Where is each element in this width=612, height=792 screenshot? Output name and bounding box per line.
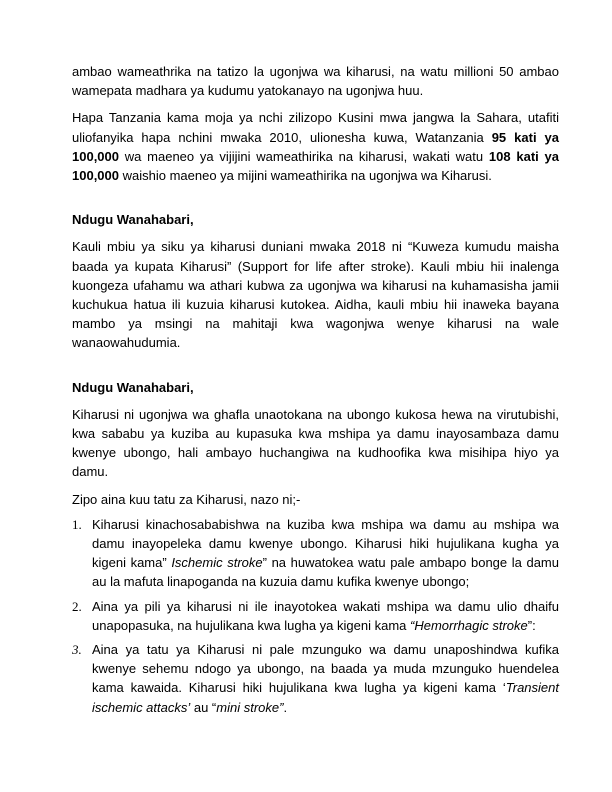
paragraph-intro-continuation: ambao wameathrika na tatizo la ugonjwa wa kiharusi, na watu millioni 50 ambao wamepata madhara ya kudumu yatokanayo na ugonjwa huu.	[72, 64, 559, 99]
stroke-types-list	[72, 515, 559, 717]
list-item	[72, 640, 559, 717]
list-item	[72, 515, 559, 592]
list-term-italic: “Hemorrhagic stroke	[410, 617, 528, 633]
list-term-italic: Transient ischemic attacks’	[92, 680, 559, 715]
paragraph-stroke-types-intro: Zipo aina kuu tatu za Kiharusi, nazo ni;-	[72, 491, 301, 507]
list-term-italic: Ischemic stroke	[171, 555, 263, 571]
list-number: 3.	[72, 642, 82, 658]
stats-text-3: waishio maeneo ya mijini wameathirika na ugonjwa wa Kiharusi.	[119, 168, 492, 184]
list-text: Kiharusi kinachosababishwa na kuziba kwa mshipa wa damu au mshipa wa damu inayopeleka damu kwenye ubongo. Kiharusi hiki hujulikana kugha ya kigeni kama”	[92, 516, 559, 571]
list-text: ”:	[527, 617, 536, 633]
list-text: Aina ya tatu ya Kiharusi ni pale mzunguko wa damu unaposhindwa kufika kwenye sehemu ndogo ya ubongo, na baada ya muda mzunguko huendelea kama kawaida. Kiharusi hiki hujulikana kwa lugha ya kigeni kama ‘	[92, 642, 559, 696]
document-body	[72, 62, 559, 717]
urban-rate: 108 kati ya 100,000	[72, 148, 560, 184]
paragraph-stroke-definition: Kiharusi ni ugonjwa wa ghafla unaotokana na ubongo kukosa hewa na virutubishi, kwa sababu ya kuziba au kupasuka kwa mshipa ya damu inayosambaza damu kwenye ubongo, hali ambayo huchangiwa na kudhoofika kwa misihipa hiyo ya damu.	[72, 406, 559, 480]
paragraph-tanzania-statistics	[72, 108, 559, 185]
salutation-heading-2: Ndugu Wanahabari,	[72, 379, 194, 395]
list-text: ” na huwatokea watu pale ambapo bonge la damu au la mafuta linapoganda na kuzuia damu kufika kwenye ubongo;	[92, 555, 559, 590]
salutation-heading-1: Ndugu Wanahabari,	[72, 212, 194, 228]
stats-text-2: wa maeneo ya vijijini wameathirika na kiharusi, wakati watu	[119, 148, 489, 164]
list-number: 2.	[72, 598, 82, 614]
list-text: Aina ya pili ya kiharusi ni ile inayotokea wakati mshipa wa damu ulio dhaifu unapopasuka, na hujulikana kwa lugha ya kigeni kama	[92, 598, 559, 633]
list-number: 1.	[72, 516, 82, 532]
list-text: .	[283, 699, 288, 715]
stats-text-1: Hapa Tanzania kama moja ya nchi zilizopo Kusini mwa jangwa la Sahara, utafiti uliofanyika hapa nchini mwaka 2010, ulionesha kuwa, Watanzania	[72, 110, 559, 145]
list-term-italic: mini stroke”	[216, 699, 284, 715]
list-item	[72, 597, 559, 635]
paragraph-theme-2018: Kauli mbiu ya siku ya kiharusi duniani mwaka 2018 ni “Kuweza kumudu maisha baada ya kupata Kiharusi” (Support for life after stroke). Kauli mbiu hii inalenga kuongeza ufahamu wa athari kubwa za ugonjwa wa kiharusi na kuhamasisha jamii kuchukua hatua ili kuzuia kiharusi kutokea. Aidha, kauli mbiu hii inaweka bayana mambo ya msingi na mahitaji kwa wagonjwa wenye kiharusi na wale wanaowahudumia.	[72, 239, 559, 351]
rural-rate: 95 kati ya 100,000	[72, 129, 559, 164]
list-text: au “	[190, 699, 217, 715]
